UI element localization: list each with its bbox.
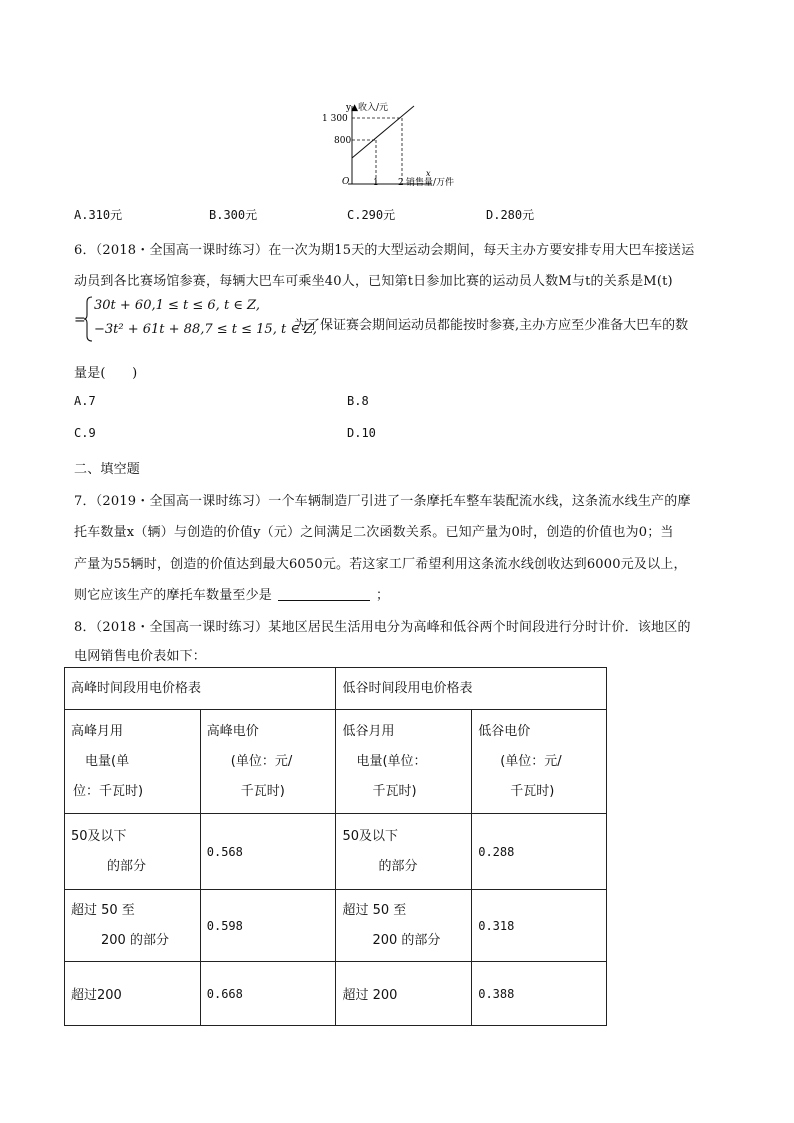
q5-option-d[interactable]: D.280元 xyxy=(486,208,535,222)
valley-price-header: 低谷电价 (单位：元/ 千瓦时) xyxy=(472,710,607,814)
valley-price-cell: 0.288 xyxy=(472,814,607,890)
q6-line-4: 量是( ) xyxy=(74,366,138,381)
q7-line-4-text: 则它应该生产的摩托车数量至少是 xyxy=(74,588,273,603)
x-tick-1: 1 xyxy=(373,178,379,188)
q8-line-2: 电网销售电价表如下： xyxy=(74,649,207,664)
q7-line-3: 产量为55辆时，创造的价值达到最大6050元。若这家工厂希望利用这条流水线创收达到6000元及以上， xyxy=(74,557,687,572)
q6-option-b[interactable]: B.8 xyxy=(347,394,369,408)
y-tick-1300: 1 300 xyxy=(322,114,348,124)
table-row xyxy=(65,814,607,890)
x-axis-label-sub: 销售量/万件 xyxy=(406,178,455,188)
revenue-line xyxy=(352,106,414,158)
y-tick-800: 800 xyxy=(334,136,352,146)
q7-line-4-end: ； xyxy=(376,588,390,603)
q5-option-b[interactable]: B.300元 xyxy=(209,208,258,222)
q7-line-1: 7．（2019・全国高一课时练习）一个车辆制造厂引进了一条摩托车整车装配流水线，这条流水线生产的摩 xyxy=(74,494,691,509)
price-table xyxy=(64,667,607,1026)
q6-option-c[interactable]: C.9 xyxy=(74,426,96,440)
q7-line-4 xyxy=(74,584,389,603)
peak-price-cell: 0.668 xyxy=(200,962,336,1026)
peak-price-cell: 0.568 xyxy=(200,814,336,890)
q7-answer-blank[interactable] xyxy=(278,588,370,601)
q6-line-1: 6．（2018・全国高一课时练习）在一次为期15天的大型运动会期间，每天主办方要安排专用大巴车接送运 xyxy=(74,243,695,258)
revenue-graph xyxy=(300,98,480,190)
table-row xyxy=(65,962,607,1026)
origin-label: O xyxy=(342,177,350,187)
q6-line-3: 为了保证赛会期间运动员都能按时参赛,主办方应至少准备大巴车的数 xyxy=(294,318,689,333)
peak-range-cell: 50及以下 的部分 xyxy=(65,814,201,890)
q6-case-1: 30t + 60,1 ≤ t ≤ 6, t ∈ Z, xyxy=(94,298,260,313)
peak-table-title: 高峰时间段用电价格表 xyxy=(65,668,336,710)
valley-range-cell: 超过 200 xyxy=(336,962,472,1026)
x-tick-2: 2 xyxy=(398,178,404,188)
peak-range-cell: 超过 50 至 200 的部分 xyxy=(65,890,201,962)
peak-price-cell: 0.598 xyxy=(200,890,336,962)
q6-line-2: 动员到各比赛场馆参赛，每辆大巴车可乘坐40人，已知第t日参加比赛的运动员人数M与t的关系是M(t) xyxy=(74,274,673,289)
q6-option-a[interactable]: A.7 xyxy=(74,394,96,408)
q5-option-c[interactable]: C.290元 xyxy=(347,208,396,222)
peak-range-cell: 超过200 xyxy=(65,962,201,1026)
valley-price-cell: 0.318 xyxy=(472,890,607,962)
y-axis-label: y▲收入/元 xyxy=(346,103,389,113)
q6-eq-prefix: = xyxy=(74,312,86,328)
valley-table-title: 低谷时间段用电价格表 xyxy=(336,668,607,710)
table-title-row xyxy=(65,668,607,710)
valley-range-cell: 超过 50 至 200 的部分 xyxy=(336,890,472,962)
x-axis-label: x xyxy=(426,169,431,178)
q6-brace xyxy=(84,296,94,342)
table-row xyxy=(65,890,607,962)
q8-line-1: 8．（2018・全国高一课时练习）某地区居民生活用电分为高峰和低谷两个时间段进行分时计价．该地区的 xyxy=(74,620,691,635)
valley-usage-header: 低谷月用 电量(单位： 千瓦时) xyxy=(336,710,472,814)
section-title: 二、填空题 xyxy=(74,462,141,477)
table-header-row xyxy=(65,710,607,814)
q5-option-a[interactable]: A.310元 xyxy=(74,208,123,222)
valley-range-cell: 50及以下 的部分 xyxy=(336,814,472,890)
q6-option-d[interactable]: D.10 xyxy=(347,426,376,440)
q6-case-2: −3t² + 61t + 88,7 ≤ t ≤ 15, t ∈ Z, xyxy=(94,322,318,337)
valley-price-cell: 0.388 xyxy=(472,962,607,1026)
peak-usage-header: 高峰月用 电量(单 位：千瓦时) xyxy=(65,710,201,814)
peak-price-header: 高峰电价 (单位：元/ 千瓦时) xyxy=(200,710,336,814)
q7-line-2: 托车数量x（辆）与创造的价值y（元）之间满足二次函数关系。已知产量为0时，创造的价值也为0；当 xyxy=(74,525,674,540)
